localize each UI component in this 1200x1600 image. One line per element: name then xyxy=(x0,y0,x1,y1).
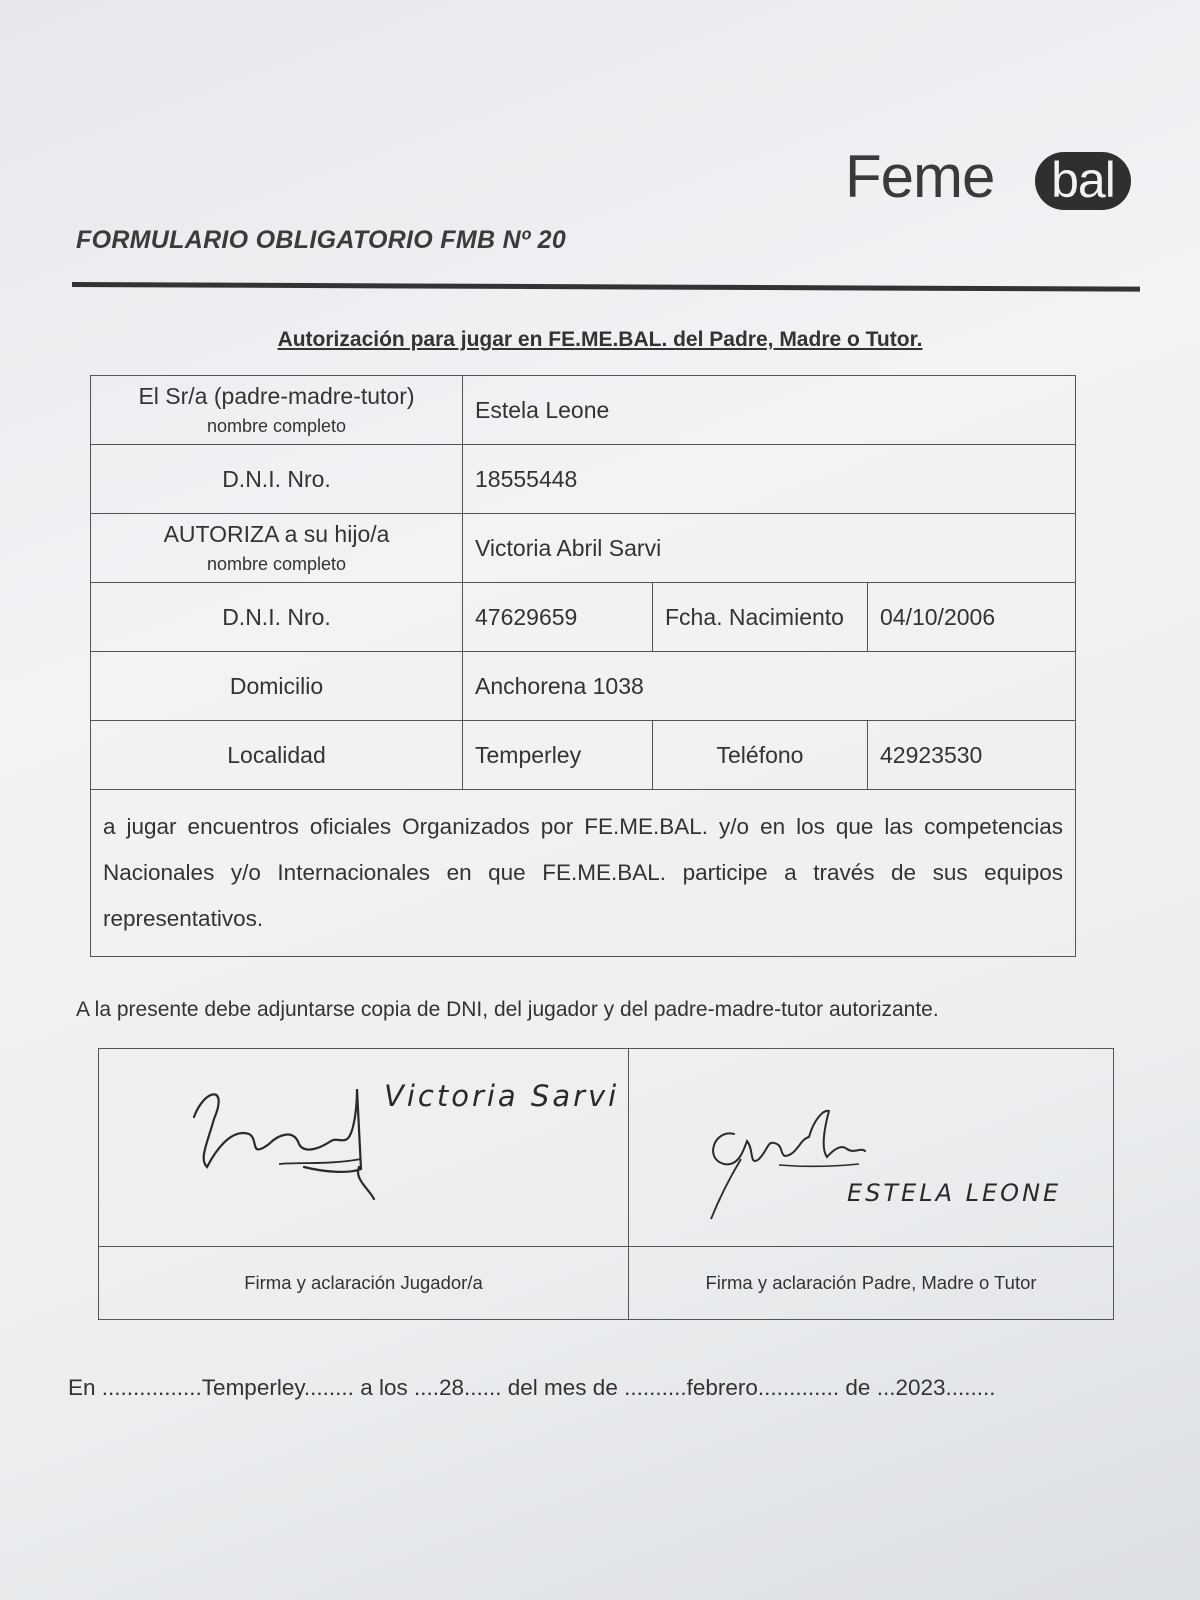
form-subtitle: Autorización para jugar en FE.ME.BAL. del Padre, Madre o Tutor. xyxy=(277,328,923,351)
footer-place: ................Temperley........ xyxy=(101,1375,354,1400)
parent-handwritten-name: ESTELA LEONE xyxy=(847,1179,1062,1207)
child-name-label: AUTORIZA a su hijo/a xyxy=(163,521,390,547)
child-dni-row xyxy=(91,583,1076,652)
birth-date-value: 04/10/2006 xyxy=(868,583,1076,652)
child-dni-value: 47629659 xyxy=(463,583,653,652)
paragraph-row xyxy=(91,790,1076,957)
city-label: Localidad xyxy=(91,721,463,790)
authorization-table xyxy=(90,375,1076,957)
address-row xyxy=(91,652,1076,721)
phone-value: 42923530 xyxy=(868,721,1076,790)
attachment-note: A la presente debe adjuntarse copia de DNI, del jugador y del padre-madre-tutor autorizante. xyxy=(76,998,939,1021)
signature-table xyxy=(98,1048,1114,1320)
form-title: FORMULARIO OBLIGATORIO FMB Nº 20 xyxy=(76,226,567,254)
address-label: Domicilio xyxy=(91,652,463,721)
child-name-row xyxy=(91,514,1076,583)
footer-del-mes: del mes de xyxy=(501,1375,625,1400)
phone-label: Teléfono xyxy=(653,721,868,790)
parent-signature xyxy=(629,1049,1114,1244)
parent-signature-caption: Firma y aclaración Padre, Madre o Tutor xyxy=(629,1247,1114,1320)
birth-date-label: Fcha. Nacimiento xyxy=(653,583,868,652)
parent-dni-row xyxy=(91,445,1076,514)
authorization-paragraph: a jugar encuentros oficiales Organizados por FE.ME.BAL. y/o en los que las competencias Nacionales y/o Internacionales en que FE.ME.BAL. participe a través de sus equipos representativos. xyxy=(91,790,1076,957)
footer-day: ....28...... xyxy=(413,1375,502,1400)
child-name-sublabel: nombre completo xyxy=(206,554,347,574)
child-dni-label: D.N.I. Nro. xyxy=(91,583,463,652)
address-value: Anchorena 1038 xyxy=(463,652,1076,721)
footer-en: En xyxy=(68,1375,102,1400)
footer-de: de xyxy=(839,1375,877,1400)
parent-name-label-cell xyxy=(91,376,463,445)
place-date-line xyxy=(68,1375,996,1401)
femebal-logo xyxy=(845,138,1135,218)
parent-name-row xyxy=(91,376,1076,445)
child-name-label-cell xyxy=(91,514,463,583)
city-phone-row xyxy=(91,721,1076,790)
player-signature-caption: Firma y aclaración Jugador/a xyxy=(99,1247,629,1320)
footer-month: ..........febrero............. xyxy=(624,1375,840,1400)
player-handwritten-name: Victoria Sarvi xyxy=(384,1079,620,1113)
player-signature-box xyxy=(99,1049,629,1247)
city-value: Temperley xyxy=(463,721,653,790)
logo-text: Feme xyxy=(845,143,995,210)
signature-caption-row xyxy=(99,1247,1114,1320)
parent-name-label: El Sr/a (padre-madre-tutor) xyxy=(138,383,415,409)
parent-signature-box xyxy=(629,1049,1114,1247)
signature-row xyxy=(99,1049,1114,1247)
parent-dni-label: D.N.I. Nro. xyxy=(91,445,463,514)
logo-pill: bal xyxy=(1035,152,1131,210)
footer-year: ...2023........ xyxy=(876,1375,996,1400)
title-divider xyxy=(72,282,1140,292)
footer-a-los: a los xyxy=(353,1375,414,1400)
parent-name-value: Estela Leone xyxy=(463,376,1076,445)
child-name-value: Victoria Abril Sarvi xyxy=(463,514,1076,583)
parent-name-sublabel: nombre completo xyxy=(206,416,347,436)
parent-dni-value: 18555448 xyxy=(463,445,1076,514)
